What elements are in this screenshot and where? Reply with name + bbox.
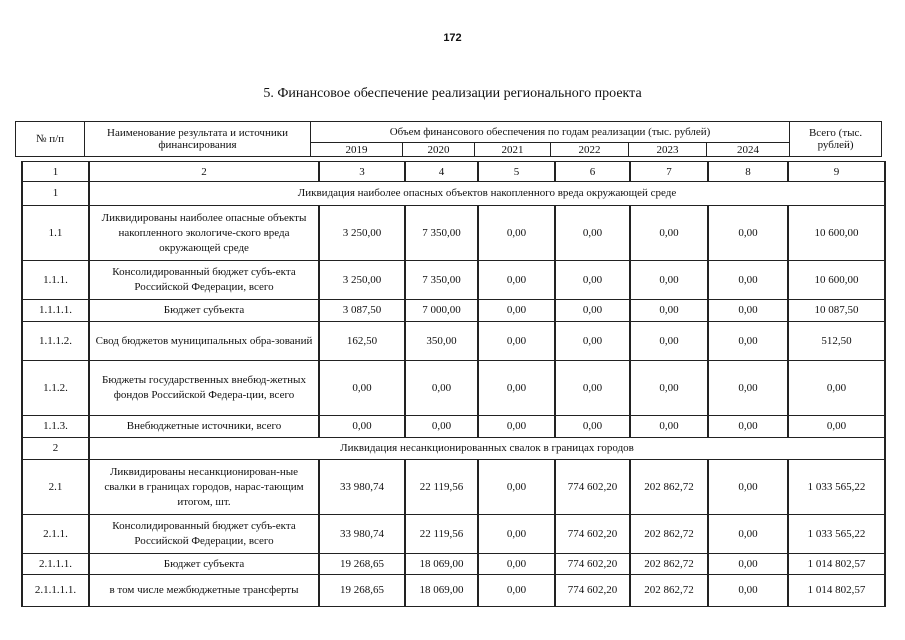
row-value: 0,00: [708, 515, 788, 554]
column-number: 3: [319, 162, 405, 182]
table-row: [22, 416, 885, 438]
row-value: 0,00: [708, 460, 788, 515]
column-number: 9: [788, 162, 885, 182]
section-row: [22, 182, 885, 206]
row-value: 18 069,00: [405, 554, 478, 575]
row-value: 0,00: [708, 554, 788, 575]
row-value: 774 602,20: [555, 575, 630, 607]
header-name: Наименование результата и источники финансирования: [85, 122, 311, 157]
column-number: 6: [555, 162, 630, 182]
header-year: 2020: [403, 143, 475, 157]
row-value: 774 602,20: [555, 554, 630, 575]
row-value: 0,00: [478, 575, 555, 607]
row-total: 1 014 802,57: [788, 575, 885, 607]
table-row: [22, 206, 885, 261]
column-number: 1: [22, 162, 89, 182]
row-value: 3 087,50: [319, 300, 405, 322]
section-title: Ликвидация несанкционированных свалок в границах городов: [89, 438, 885, 460]
row-value: 7 000,00: [405, 300, 478, 322]
row-total: 10 600,00: [788, 261, 885, 300]
row-total: 10 600,00: [788, 206, 885, 261]
row-value: 33 980,74: [319, 515, 405, 554]
row-value: 0,00: [555, 416, 630, 438]
row-value: 19 268,65: [319, 575, 405, 607]
table-row: [22, 554, 885, 575]
row-total: 1 033 565,22: [788, 460, 885, 515]
row-number: 2.1.1.: [22, 515, 89, 554]
table-row: [22, 261, 885, 300]
row-total: 1 014 802,57: [788, 554, 885, 575]
row-total: 512,50: [788, 322, 885, 361]
column-number: 5: [478, 162, 555, 182]
row-number: 1.1.3.: [22, 416, 89, 438]
row-value: 0,00: [405, 416, 478, 438]
row-total: 1 033 565,22: [788, 515, 885, 554]
row-number: 1.1.2.: [22, 361, 89, 416]
row-value: 0,00: [555, 322, 630, 361]
header-year: 2022: [551, 143, 629, 157]
table-header: [15, 121, 882, 157]
row-number: 1.1.1.: [22, 261, 89, 300]
header-year: 2021: [475, 143, 551, 157]
row-name: Консолидированный бюджет субъ-екта Российской Федерации, всего: [89, 515, 319, 554]
row-value: 0,00: [478, 261, 555, 300]
row-value: 0,00: [478, 361, 555, 416]
row-value: 0,00: [708, 300, 788, 322]
row-value: 0,00: [555, 261, 630, 300]
section-title: Ликвидация наиболее опасных объектов накопленного вреда окружающей среде: [89, 182, 885, 206]
row-number: 2.1.1.1.1.: [22, 575, 89, 607]
row-value: 162,50: [319, 322, 405, 361]
row-number: 2: [22, 438, 89, 460]
row-value: 0,00: [630, 206, 708, 261]
row-value: 0,00: [478, 300, 555, 322]
column-number: 7: [630, 162, 708, 182]
row-name: Свод бюджетов муниципальных обра-зований: [89, 322, 319, 361]
row-number: 1.1.1.1.: [22, 300, 89, 322]
header-year: 2023: [629, 143, 707, 157]
row-value: 0,00: [555, 361, 630, 416]
row-number: 2.1.1.1.: [22, 554, 89, 575]
row-value: 0,00: [708, 206, 788, 261]
row-name: Бюджет субъекта: [89, 554, 319, 575]
row-value: 774 602,20: [555, 460, 630, 515]
row-value: 0,00: [708, 361, 788, 416]
row-value: 0,00: [708, 261, 788, 300]
row-name: Внебюджетные источники, всего: [89, 416, 319, 438]
row-total: 0,00: [788, 361, 885, 416]
row-value: 0,00: [319, 416, 405, 438]
row-name: Бюджеты государственных внебюд-жетных фондов Российской Федера-ции, всего: [89, 361, 319, 416]
row-value: 0,00: [478, 416, 555, 438]
row-value: 0,00: [405, 361, 478, 416]
table-row: [22, 460, 885, 515]
row-value: 202 862,72: [630, 575, 708, 607]
row-number: 1.1: [22, 206, 89, 261]
header-volume: Объем финансового обеспечения по годам реализации (тыс. рублей): [311, 122, 790, 143]
row-total: 0,00: [788, 416, 885, 438]
column-number-row: [22, 162, 885, 182]
row-value: 350,00: [405, 322, 478, 361]
row-value: 0,00: [555, 206, 630, 261]
row-value: 22 119,56: [405, 460, 478, 515]
column-number: 4: [405, 162, 478, 182]
row-value: 3 250,00: [319, 206, 405, 261]
row-value: 7 350,00: [405, 261, 478, 300]
row-value: 0,00: [478, 554, 555, 575]
row-value: 202 862,72: [630, 515, 708, 554]
row-total: 10 087,50: [788, 300, 885, 322]
table-row: [22, 575, 885, 607]
row-value: 0,00: [478, 206, 555, 261]
row-value: 0,00: [630, 300, 708, 322]
row-value: 0,00: [708, 416, 788, 438]
header-total: Всего (тыс. рублей): [790, 122, 882, 157]
finance-table: [21, 161, 886, 607]
row-value: 202 862,72: [630, 460, 708, 515]
header-year: 2024: [707, 143, 790, 157]
row-value: 0,00: [555, 300, 630, 322]
row-value: 774 602,20: [555, 515, 630, 554]
row-name: Консолидированный бюджет субъ-екта Российской Федерации, всего: [89, 261, 319, 300]
row-value: 0,00: [708, 322, 788, 361]
row-number: 1.1.1.2.: [22, 322, 89, 361]
header-num: № п/п: [16, 122, 85, 157]
row-value: 202 862,72: [630, 554, 708, 575]
row-name: Ликвидированы несанкционирован-ные свалки в границах городов, нарас-тающим итогом, шт.: [89, 460, 319, 515]
row-value: 0,00: [630, 416, 708, 438]
row-value: 18 069,00: [405, 575, 478, 607]
row-value: 7 350,00: [405, 206, 478, 261]
column-number: 8: [708, 162, 788, 182]
page-number: 172: [443, 32, 462, 44]
row-value: 0,00: [478, 460, 555, 515]
row-name: Ликвидированы наиболее опасные объекты накопленного экологиче-ского вреда окружающей среде: [89, 206, 319, 261]
section-row: [22, 438, 885, 460]
row-value: 22 119,56: [405, 515, 478, 554]
row-value: 0,00: [478, 322, 555, 361]
row-value: 0,00: [630, 322, 708, 361]
table-row: [22, 300, 885, 322]
row-value: 3 250,00: [319, 261, 405, 300]
row-value: 0,00: [478, 515, 555, 554]
row-value: 19 268,65: [319, 554, 405, 575]
row-number: 2.1: [22, 460, 89, 515]
row-number: 1: [22, 182, 89, 206]
row-value: 0,00: [708, 575, 788, 607]
document-title: 5. Финансовое обеспечение реализации регионального проекта: [263, 86, 642, 101]
table-row: [22, 322, 885, 361]
header-year: 2019: [311, 143, 403, 157]
row-value: 0,00: [630, 361, 708, 416]
table-row: [22, 361, 885, 416]
row-value: 33 980,74: [319, 460, 405, 515]
row-value: 0,00: [630, 261, 708, 300]
row-value: 0,00: [319, 361, 405, 416]
column-number: 2: [89, 162, 319, 182]
row-name: Бюджет субъекта: [89, 300, 319, 322]
table-row: [22, 515, 885, 554]
row-name: в том числе межбюджетные трансферты: [89, 575, 319, 607]
